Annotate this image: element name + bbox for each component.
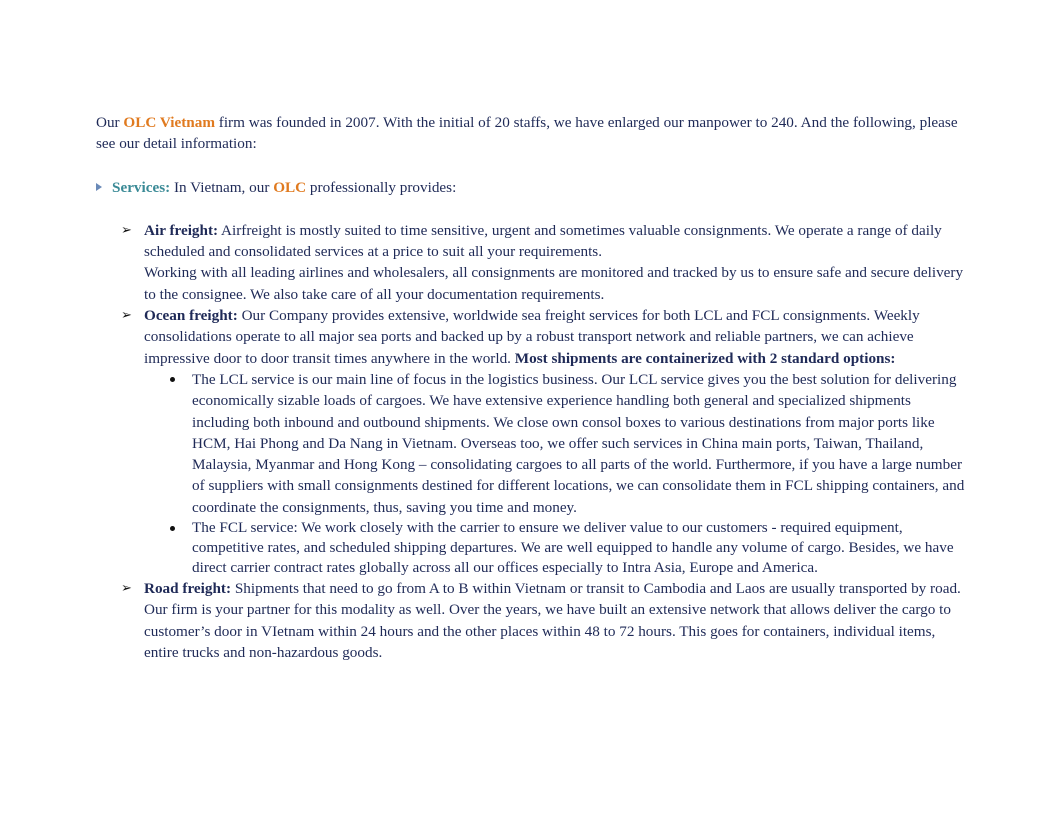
services-text-after: professionally provides:: [306, 178, 457, 196]
item-text: Our Company provides extensive, worldwide sea freight services for both LCL and FCL consignments. Weekly consolidations operate to all major sea ports and backed up by a robust transport network and reliable partners, we can achieve impressive door to door transit times anywhere in the world.: [144, 307, 920, 367]
services-label: Services:: [112, 178, 171, 196]
item-text-continued: Working with all leading airlines and wholesalers, all consignments are monitored and tracked by us to ensure safe and secure delivery to the consignee. We also take care of all your documentation requirements.: [144, 264, 964, 303]
item-title: Road freight:: [144, 580, 232, 598]
arrow-bullet-icon: ➢: [121, 222, 132, 238]
arrow-bullet-icon: ➢: [121, 581, 132, 597]
item-title: Air freight:: [144, 221, 219, 239]
services-brand: OLC: [273, 178, 307, 196]
firm-name: OLC Vietnam: [123, 114, 215, 131]
intro-text: firm was founded in 2007. With the initial of 20 staffs, we have enlarged our manpower to 240. And the following, please see our detail information:: [96, 114, 958, 153]
option-lcl-service: [192, 369, 968, 518]
list-item-road-freight: [121, 578, 968, 663]
services-text-before: In Vietnam, our: [170, 178, 274, 196]
ocean-options-list: [144, 369, 968, 578]
item-bold-text: Most shipments are containerized with 2 standard options:: [514, 349, 896, 367]
option-text: The FCL service: We work closely with the carrier to ensure we deliver value to our customers - required equipment, competitive rates, and scheduled shipping departures. We are well equipped to handle any volume of cargo. Besides, we have direct carrier contract rates globally across all our offices especially to Intra Asia, Europe and America.: [192, 519, 954, 577]
list-item-ocean-freight: [121, 305, 968, 578]
bullet-dot-icon: [170, 526, 175, 531]
item-text: Shipments that need to go from A to B within Vietnam or transit to Cambodia and Laos are usually transported by road. Our firm is your partner for this modality as well. Over the years, we have built an extensive network that allows deliver the cargo to customer’s door in VIetnam within 24 hours and the other places within 48 to 72 hours. This goes for containers, individual items, entire trucks and non-hazardous goods.: [144, 580, 961, 661]
bullet-dot-icon: [170, 377, 175, 382]
intro-paragraph: [96, 112, 968, 155]
services-heading: [96, 177, 968, 198]
item-title: Ocean freight:: [144, 307, 238, 325]
arrow-bullet-icon: ➢: [121, 308, 132, 324]
triangle-bullet-icon: [96, 183, 102, 191]
option-fcl-service: [192, 518, 968, 578]
option-text: The LCL service is our main line of focus in the logistics business. Our LCL service gives you the best solution for delivering economically sizable loads of cargoes. We have extensive experience handling both general and specialized shipments including both inbound and outbound shipments. We close own consol boxes to various destinations from major ports like HCM, Hai Phong and Da Nang in Vietnam. Overseas too, we offer such services in China main ports, Taiwan, Thailand, Malaysia, Myanmar and Hong Kong – consolidating cargoes to all parts of the world. Furthermore, if you have a large number of suppliers with small consignments destined for different locations, we can consolidate them in FCL shipping containers, and coordinate the consignments, thus, saving you time and money.: [192, 370, 965, 516]
list-item-air-freight: [121, 220, 968, 305]
document-page: [96, 112, 968, 663]
item-text: Airfreight is mostly suited to time sensitive, urgent and sometimes valuable consignments. We operate a range of daily scheduled and consolidated services at a price to suit all your requirements.: [144, 221, 942, 261]
intro-our: Our: [96, 114, 124, 131]
services-list: [96, 220, 968, 663]
